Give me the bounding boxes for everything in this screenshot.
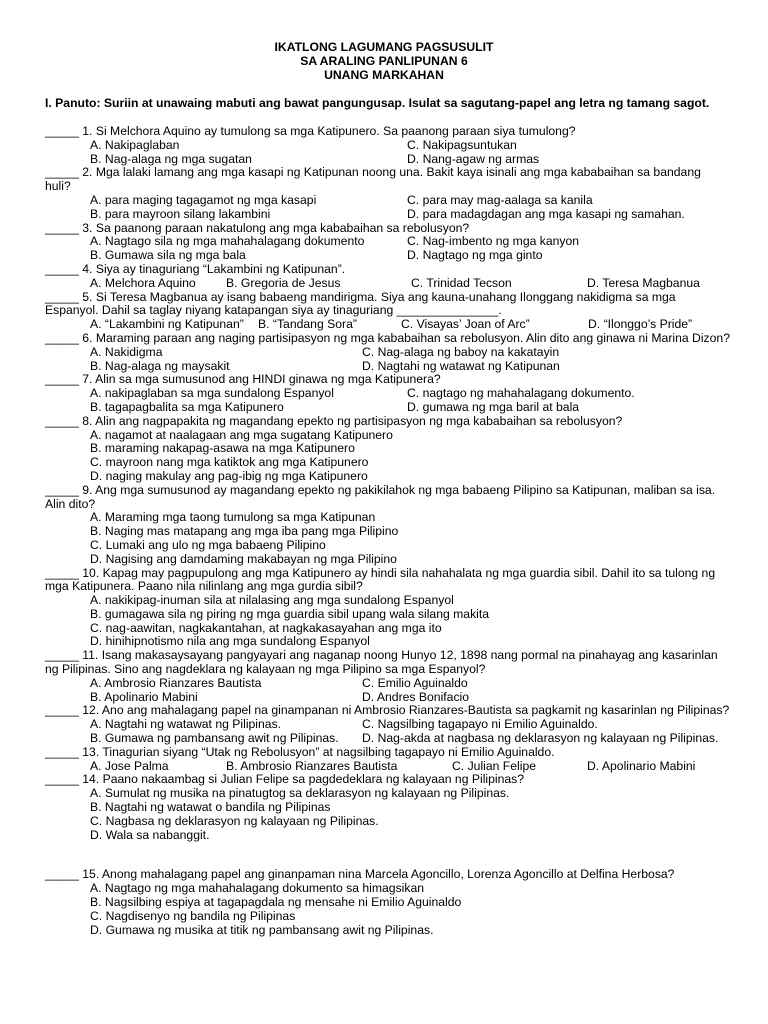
spacer: [45, 842, 730, 868]
choice: C. Emilio Aguinaldo: [362, 675, 468, 690]
choice: A. Nakidigma: [90, 344, 163, 359]
question-stem: _____ 9. Ang mga sumusunod ay magandang epekto ng pakikilahok ng mga babaeng Pilipino sa Katipunan, maliban sa isa. Alin dito?: [45, 482, 716, 511]
choice: D. Wala sa nabanggit.: [90, 827, 210, 842]
choice: D. para madagdagan ang mga kasapi ng samahan.: [407, 206, 685, 221]
choice: A. Nagtahi ng watawat ng Pilipinas.: [90, 717, 282, 732]
choice: B. Ambrosio Rianzares Bautista: [226, 758, 398, 773]
question-list: [45, 125, 730, 937]
choice-row: [45, 401, 730, 415]
choice-row: [45, 691, 730, 705]
exam-header: [0, 0, 768, 82]
question-item: [45, 222, 730, 263]
choice: A. Nagtago ng mga mahahalagang dokumento sa himagsikan: [90, 881, 425, 896]
choice: B. para mayroon silang lakambini: [90, 206, 271, 221]
question-item: [45, 704, 730, 745]
question-item: [45, 415, 730, 484]
choice-row: [45, 318, 730, 332]
question-item: [45, 649, 730, 704]
choice-row: [45, 718, 730, 732]
choice-row: [45, 677, 730, 691]
question-item: [45, 868, 730, 937]
exam-quarter: UNANG MARKAHAN: [324, 68, 444, 82]
choice: B. Nagsilbing espiya at tagapagdala ng mensahe ni Emilio Aguinaldo: [90, 895, 462, 910]
choice: D. Nang-agaw ng armas: [407, 151, 540, 166]
choice: D. hinihipnotismo nila ang mga sundalong Espanyol: [90, 634, 370, 649]
choice-row: [45, 249, 730, 263]
choice: A. Nagtago sila ng mga mahahalagang dokumento: [90, 234, 365, 249]
choice: B. Gumawa ng pambansang awit ng Pilipinas.: [90, 731, 339, 746]
question-item: [45, 166, 730, 221]
choice: C. Lumaki ang ulo ng mga babaeng Pilipino: [90, 537, 326, 552]
choice: B. gumagawa sila ng piring ng mga guardia sibil upang wala silang makita: [90, 606, 490, 621]
question-stem: _____ 8. Alin ang nagpapakita ng magandang epekto ng partisipasyon ng mga kababaihan sa rebolusyon?: [45, 413, 623, 428]
choice: A. Ambrosio Rianzares Bautista: [90, 675, 262, 690]
question-item: [45, 291, 730, 332]
choice: D. Nagising ang damdaming makabayan ng mga Pilipino: [90, 551, 397, 566]
choice-row: [45, 346, 730, 360]
choice: A. nagamot at naalagaan ang mga sugatang Katipunero: [90, 427, 393, 442]
question-stem: _____ 6. Maraming paraan ang naging partisipasyon ng mga kababaihan sa rebolusyon. Alin dito ang ginawa ni Marina Dizon?: [45, 330, 730, 345]
question-item: [45, 332, 730, 373]
choice: C. nag-aawitan, nagkakantahan, at nagkakasayahan ang mga ito: [90, 620, 442, 635]
question-stem: _____ 10. Kapag may pagpupulong ang mga Katipunero ay hindi sila nahahalata ng mga guardia sibil. Dahil ito sa tulong ng mga Katipunera. Paano nila nilinlang ang mga gurdia sibil?: [45, 565, 716, 594]
choice: C. Nagdisenyo ng bandila ng Pilipinas: [90, 908, 296, 923]
question-stem: _____ 13. Tinagurian siyang “Utak ng Rebolusyon” at nagsilbing tagapayo ni Emilio Aguinaldo.: [45, 744, 555, 759]
choice-row: [45, 194, 730, 208]
choice: B. Nag-alaga ng maysakit: [90, 358, 230, 373]
choice: B. tagapagbalita sa mga Katipunero: [90, 399, 284, 414]
choice: A. nakikipag-inuman sila at nilalasing ang mga sundalong Espanyol: [90, 593, 454, 608]
choice: A. Maraming mga taong tumulong sa mga Katipunan: [90, 510, 376, 525]
choice: B. Gregoria de Jesus: [226, 275, 341, 290]
question-stem: _____ 14. Paano nakaambag si Julian Felipe sa pagdedeklara ng kalayaan ng Pilipinas?: [45, 772, 525, 787]
choice: C. Nag-alaga ng baboy na kakatayin: [362, 344, 560, 359]
choice-row: [45, 760, 730, 774]
choice: D. Nagtahi ng watawat ng Katipunan: [362, 358, 560, 373]
exam-subject: SA ARALING PANLIPUNAN 6: [300, 54, 468, 68]
choice: D. Teresa Magbanua: [587, 275, 700, 290]
choice: C. Julian Felipe: [452, 758, 536, 773]
question-stem: _____ 1. Si Melchora Aquino ay tumulong sa mga Katipunero. Sa paanong paraan siya tumulong?: [45, 124, 576, 138]
question-item: [45, 484, 730, 567]
choice-row: [45, 277, 730, 291]
choice-row: [45, 153, 730, 167]
choice: D. gumawa ng mga baril at bala: [407, 399, 580, 414]
question-stem: _____ 15. Anong mahalagang papel ang ginanpaman nina Marcela Agoncillo, Lorenza Agoncillo at Delfina Herbosa?: [45, 867, 675, 882]
choice: B. Gumawa sila ng mga bala: [90, 248, 246, 263]
choice: C. para may mag-aalaga sa kanila: [407, 192, 593, 207]
choice: A. nakipaglaban sa mga sundalong Espanyol: [90, 386, 334, 401]
choice-row: [45, 139, 730, 153]
question-stem: _____ 7. Alin sa mga sumusunod ang HINDI ginawa ng mga Katipunera?: [45, 372, 441, 387]
choice: D. Andres Bonifacio: [362, 689, 470, 704]
question-item: [45, 263, 730, 291]
choice: A. Melchora Aquino: [90, 275, 196, 290]
choice: D. Nagtago ng mga ginto: [407, 248, 543, 263]
choice: D. Gumawa ng musika at titik ng pambansang awit ng Pilipinas.: [90, 922, 434, 937]
choice: A. Jose Palma: [90, 758, 169, 773]
choice: C. Nagbasa ng deklarasyon ng kalayaan ng Pilipinas.: [90, 813, 379, 828]
choice: D. “Ilonggo’s Pride”: [588, 317, 693, 332]
question-stem: _____ 5. Si Teresa Magbanua ay isang babaeng mandirigma. Siya ang kauna-unahang Ilonggang nakidigma sa mga Espanyol. Dahil sa taglay niyang katapangan siya ay tinaguriang _______________.: [45, 289, 676, 318]
choice: C. Trinidad Tecson: [411, 275, 512, 290]
question-item: [45, 125, 730, 166]
question-stem: _____ 4. Siya ay tinaguriang “Lakambini ng Katipunan”.: [45, 261, 346, 276]
choice-row: [45, 235, 730, 249]
choice: A. Sumulat ng musika na pinatugtog sa deklarasyon ng kalayaan ng Pilipinas.: [90, 786, 510, 801]
choice-row: [45, 360, 730, 374]
question-stem: _____ 11. Isang makasaysayang pangyayari ang naganap noong Hunyo 12, 1898 nang pormal na pinahayag ang kasarinlan ng Pilipinas. Sino ang nagdeklara ng kalayaan ng mga Pilipino sa mga Espanyol?: [45, 648, 718, 677]
choice: B. Naging mas matapang ang mga iba pang mga Pilipino: [90, 524, 399, 539]
choice: B. Apolinario Mabini: [90, 689, 198, 704]
choice: A. “Lakambini ng Katipunan”: [90, 317, 244, 332]
choice: C. mayroon nang mga katiktok ang mga Katipunero: [90, 455, 369, 470]
choice: C. Nag-imbento ng mga kanyon: [407, 234, 580, 249]
question-item: [45, 373, 730, 414]
question-stem: _____ 3. Sa paanong paraan nakatulong ang mga kababaihan sa rebolusyon?: [45, 220, 470, 235]
choice: C. Visayas’ Joan of Arc”: [401, 317, 530, 332]
question-item: [45, 746, 730, 774]
question-item: [45, 567, 730, 650]
choice: B. Nagtahi ng watawat o bandila ng Pilipinas: [90, 800, 331, 815]
choice: B. “Tandang Sora”: [258, 317, 357, 332]
question-stem: _____ 2. Mga lalaki lamang ang mga kasapi ng Katipunan noong una. Bakit kaya isinali ang mga kababaihan sa bandang huli?: [45, 165, 701, 194]
choice: C. nagtago ng mahahalagang dokumento.: [407, 386, 635, 401]
choice: C. Nagsilbing tagapayo ni Emilio Aguinaldo.: [362, 717, 598, 732]
choice: A. Nakipaglaban: [90, 137, 180, 152]
choice: C. Nakipagsuntukan: [407, 137, 517, 152]
question-stem: _____ 12. Ano ang mahalagang papel na ginampanan ni Ambrosio Rianzares-Bautista sa pagkamit ng kasarinlan ng Pilipinas?: [45, 703, 730, 718]
instructions: I. Panuto: Suriin at unawaing mabuti ang bawat pangungusap. Isulat sa sagutang-papel ang letra ng tamang sagot.: [45, 96, 710, 110]
choice-row: [45, 208, 730, 222]
choice-row: [45, 732, 730, 746]
choice: D. Nag-akda at nagbasa ng deklarasyon ng kalayaan ng Pilipinas.: [362, 731, 719, 746]
choice-row: [45, 387, 730, 401]
choice: A. para maging tagagamot ng mga kasapi: [90, 192, 317, 207]
choice: D. Apolinario Mabini: [587, 758, 696, 773]
question-item: [45, 773, 730, 842]
choice: B. Nag-alaga ng mga sugatan: [90, 151, 252, 166]
exam-title: IKATLONG LAGUMANG PAGSUSULIT: [274, 40, 494, 54]
choice: B. maraming nakapag-asawa na mga Katipunero: [90, 441, 355, 456]
choice: D. naging makulay ang pag-ibig ng mga Katipunero: [90, 468, 368, 483]
